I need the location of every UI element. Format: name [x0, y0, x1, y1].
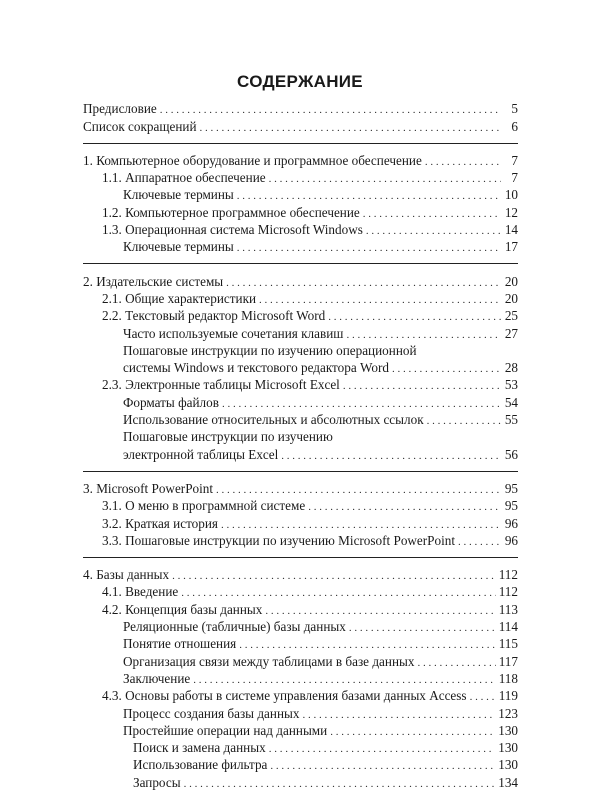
toc-entry-text: Список сокращений: [83, 118, 197, 134]
dot-leader: [346, 328, 501, 342]
dot-leader: [363, 207, 501, 221]
toc-entry[interactable]: [83, 566, 518, 583]
toc-entry[interactable]: [83, 618, 518, 635]
toc-entry[interactable]: [83, 652, 518, 669]
toc-page-number: 96: [504, 532, 518, 548]
dot-leader: [172, 569, 496, 583]
toc-entry[interactable]: [83, 773, 518, 790]
dot-leader: [259, 293, 501, 307]
toc-page-number: 130: [498, 757, 518, 773]
toc-entry-text: системы Windows и текстового редактора Word: [123, 360, 389, 376]
toc-entry[interactable]: [83, 186, 518, 203]
toc-entry-text: 4.3. Основы работы в системе управления базами данных Access: [102, 688, 467, 704]
toc-page-number: 10: [504, 187, 518, 203]
toc-entry[interactable]: [83, 117, 518, 134]
toc-entry[interactable]: [83, 290, 518, 307]
toc-entry[interactable]: [83, 359, 518, 376]
dot-leader: [181, 586, 495, 600]
toc-entry-text: Форматы файлов: [123, 394, 219, 410]
dot-leader: [427, 414, 501, 428]
toc-entry-text: 1.3. Операционная система Microsoft Windows: [102, 222, 363, 238]
toc-entry[interactable]: [83, 100, 518, 117]
toc-page-number: 114: [498, 619, 518, 635]
toc-entry-text: 2.2. Текстовый редактор Microsoft Word: [102, 308, 326, 324]
dot-leader: [458, 535, 501, 549]
toc-page-number: 112: [498, 567, 518, 583]
toc-entry-text: Заключение: [123, 670, 191, 686]
toc-entry[interactable]: [83, 324, 518, 341]
section-divider: [83, 463, 518, 472]
dot-leader: [239, 638, 495, 652]
dot-leader: [193, 673, 495, 687]
toc-page-number: 6: [511, 118, 518, 134]
toc-entry[interactable]: [83, 514, 518, 531]
toc-entry[interactable]: [83, 169, 518, 186]
dot-leader: [308, 500, 501, 514]
toc-page-number: 130: [498, 722, 518, 738]
dot-leader: [226, 276, 501, 290]
toc-page-number: 112: [498, 584, 518, 600]
toc-entry-text: 2.1. Общие характеристики: [102, 290, 257, 306]
toc-page-number: 115: [498, 636, 518, 652]
dot-leader: [269, 742, 496, 756]
toc-page-number: 14: [504, 222, 518, 238]
dot-leader: [330, 725, 495, 739]
dot-leader: [222, 397, 501, 411]
toc-entry[interactable]: [83, 532, 518, 549]
toc-entry[interactable]: [83, 272, 518, 289]
toc-entry[interactable]: [83, 583, 518, 600]
toc-entry[interactable]: [83, 411, 518, 428]
toc-page-number: 119: [498, 688, 518, 704]
toc-entry-text: Реляционные (табличные) базы данных: [123, 619, 346, 635]
toc-page-number: 7: [511, 152, 518, 168]
toc-entry[interactable]: [83, 238, 518, 255]
toc-entry-text: Понятие отношения: [123, 636, 237, 652]
dot-leader: [200, 121, 501, 135]
toc-entry-text: 1.2. Компьютерное программное обеспечение: [102, 204, 360, 220]
toc-page-number: 20: [504, 273, 518, 289]
toc-entry[interactable]: [83, 704, 518, 721]
toc-page-number: 95: [504, 480, 518, 496]
toc-entry-text: 4. Базы данных: [83, 567, 170, 583]
toc-entry-text: 1.1. Аппаратное обеспечение: [102, 170, 266, 186]
toc-page-number: 20: [504, 290, 518, 306]
toc-entry[interactable]: [83, 445, 518, 462]
section-divider: [83, 255, 518, 264]
toc-page-number: 55: [504, 412, 518, 428]
page-title: СОДЕРЖАНИЕ: [237, 72, 363, 91]
toc-page-number: 118: [498, 670, 518, 686]
toc-page-number: 53: [504, 377, 518, 393]
dot-leader: [425, 155, 501, 169]
toc-entry-text: Предисловие: [83, 101, 157, 117]
toc-entry-text: 2. Издательские системы: [83, 273, 224, 289]
dot-leader: [343, 379, 501, 393]
dot-leader: [221, 518, 501, 532]
dot-leader: [160, 103, 501, 117]
toc-entry-text: 3. Microsoft PowerPoint: [83, 480, 214, 496]
toc-entry[interactable]: [83, 635, 518, 652]
toc-entry[interactable]: [83, 670, 518, 687]
toc-entry-text: Использование фильтра: [133, 757, 268, 773]
toc-page-number: 54: [504, 394, 518, 410]
toc-entry[interactable]: [83, 687, 518, 704]
dot-leader: [184, 777, 496, 791]
toc-entry-text: 4.1. Введение: [102, 584, 179, 600]
toc-entry-text: Организация связи между таблицами в базе данных: [123, 653, 415, 669]
toc-entry-text: Простейшие операции над данными: [123, 722, 328, 738]
toc-entry-text: Использование относительных и абсолютных ссылок: [123, 412, 424, 428]
toc-entry[interactable]: [83, 221, 518, 238]
section-divider: [83, 135, 518, 144]
dot-leader: [237, 241, 501, 255]
toc-page-number: 27: [504, 325, 518, 341]
toc-entry-text: 2.3. Электронные таблицы Microsoft Excel: [102, 377, 340, 393]
dot-leader: [417, 656, 495, 670]
toc-entry[interactable]: [83, 376, 518, 393]
toc-page-number: 56: [504, 446, 518, 462]
toc-entry-text: 4.2. Концепция базы данных: [102, 601, 263, 617]
toc-entry[interactable]: [83, 497, 518, 514]
toc-entry[interactable]: [83, 307, 518, 324]
toc-page-number: 113: [498, 601, 518, 617]
dot-leader: [302, 708, 495, 722]
toc-entry-text: электронной таблицы Excel: [123, 446, 279, 462]
toc-section: [83, 100, 518, 135]
section-divider: [83, 549, 518, 558]
dot-leader: [216, 483, 501, 497]
table-of-contents: [83, 100, 518, 791]
toc-entry-text: Процесс создания базы данных: [123, 705, 300, 721]
toc-entry-text: Часто используемые сочетания клавиш: [123, 325, 344, 341]
toc-entry-text: Поиск и замена данных: [133, 740, 266, 756]
toc-entry-text: Пошаговые инструкции по изучению: [123, 429, 333, 445]
toc-entry[interactable]: [83, 152, 518, 169]
toc-page-number: 5: [511, 101, 518, 117]
dot-leader: [270, 759, 495, 773]
dot-leader: [237, 189, 501, 203]
toc-section: [83, 272, 518, 462]
toc-entry-text: Запросы: [133, 774, 181, 790]
toc-entry-text: Ключевые термины: [123, 239, 234, 255]
toc-entry-text: Пошаговые инструкции по изучению операционной: [123, 342, 417, 358]
toc-page-number: 96: [504, 515, 518, 531]
toc-page-number: 12: [504, 204, 518, 220]
toc-page-number: 7: [511, 170, 518, 186]
toc-entry[interactable]: [83, 600, 518, 617]
toc-page-number: 17: [504, 239, 518, 255]
toc-entry[interactable]: [83, 722, 518, 739]
toc-page-number: 134: [498, 774, 518, 790]
dot-leader: [392, 362, 501, 376]
dot-leader: [470, 690, 496, 704]
toc-page-number: 123: [498, 705, 518, 721]
dot-leader: [265, 604, 495, 618]
toc-section: [83, 480, 518, 549]
toc-entry-text: 3.3. Пошаговые инструкции по изучению Microsoft PowerPoint: [102, 532, 456, 548]
toc-entry[interactable]: [83, 756, 518, 773]
toc-entry[interactable]: [83, 739, 518, 756]
toc-entry[interactable]: [83, 393, 518, 410]
toc-section: [83, 152, 518, 256]
dot-leader: [281, 449, 501, 463]
toc-entry-text: Ключевые термины: [123, 187, 234, 203]
toc-entry[interactable]: [83, 480, 518, 497]
toc-page-number: 130: [498, 740, 518, 756]
toc-page-number: 28: [504, 360, 518, 376]
dot-leader: [349, 621, 496, 635]
toc-section: [83, 566, 518, 791]
toc-entry-text: 3.1. О меню в программной системе: [102, 498, 306, 514]
dot-leader: [366, 224, 501, 238]
toc-page-number: 95: [504, 498, 518, 514]
dot-leader: [269, 172, 501, 186]
toc-entry-text: 1. Компьютерное оборудование и программное обеспечение: [83, 152, 422, 168]
toc-entry-text: 3.2. Краткая история: [102, 515, 218, 531]
toc-page-number: 25: [504, 308, 518, 324]
toc-entry[interactable]: [83, 203, 518, 220]
dot-leader: [328, 310, 501, 324]
toc-page-number: 117: [498, 653, 518, 669]
